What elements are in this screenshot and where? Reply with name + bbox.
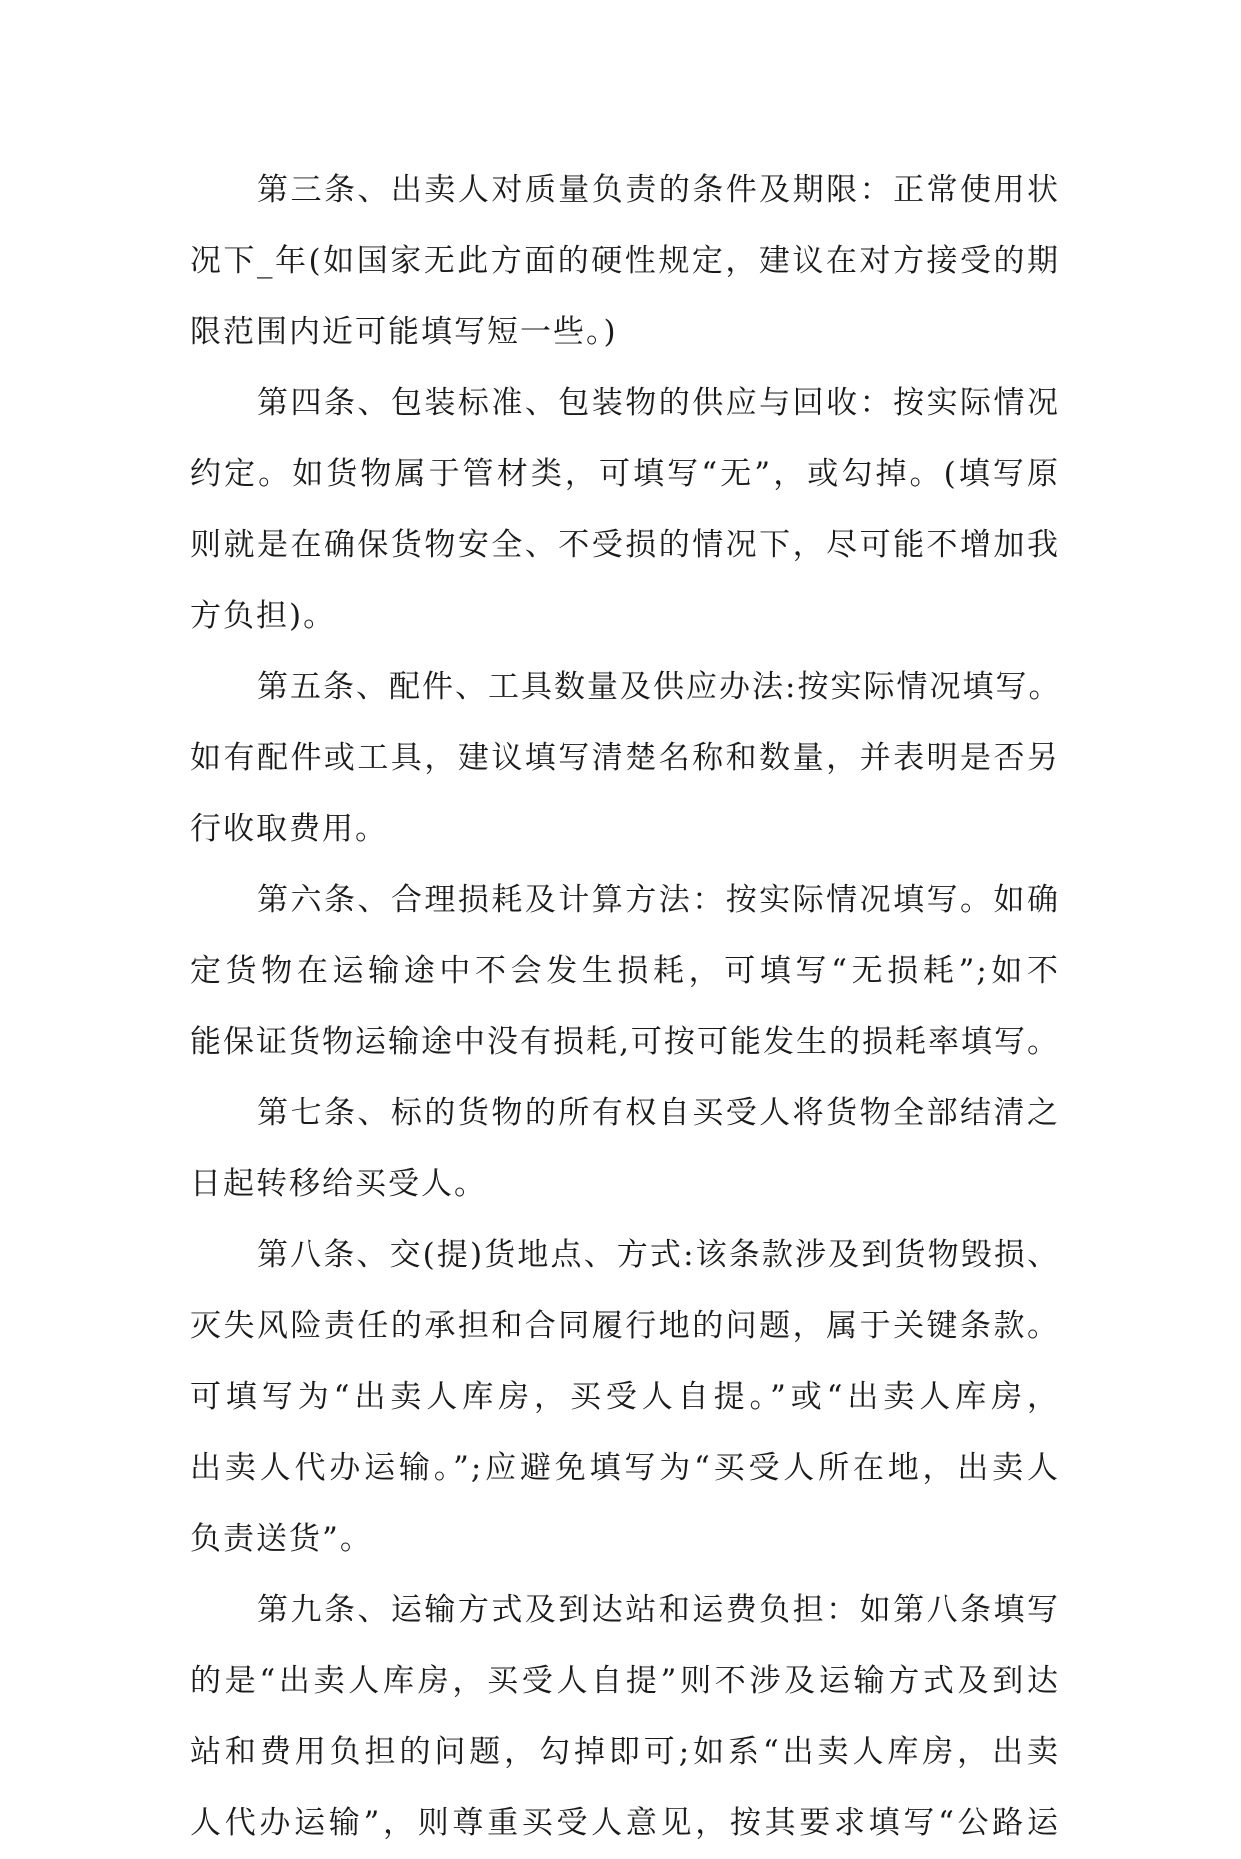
text-line: 如有配件或工具，建议填写清楚名称和数量，并表明是否另 <box>190 740 1060 776</box>
text-line: 限范围内近可能填写短一些。) <box>190 314 618 350</box>
text-line: 行收取费用。 <box>190 811 388 847</box>
text-line: 第三条、出卖人对质量负责的条件及期限：正常使用状 <box>257 172 1060 208</box>
text-line: 况下_年(如国家无此方面的硬性规定，建议在对方接受的期 <box>190 243 1060 279</box>
text-line: 灭失风险责任的承担和合同履行地的问题，属于关键条款。 <box>190 1308 1060 1344</box>
text-line: 站和费用负担的问题，勾掉即可;如系“出卖人库房，出卖 <box>190 1734 1060 1770</box>
text-line: 人代办运输”，则尊重买受人意见，按其要求填写“公路运 <box>190 1805 1060 1841</box>
text-line: 第八条、交(提)货地点、方式:该条款涉及到货物毁损、 <box>257 1237 1060 1273</box>
text-line: 日起转移给买受人。 <box>190 1166 487 1202</box>
text-line: 则就是在确保货物安全、不受损的情况下，尽可能不增加我 <box>190 527 1060 563</box>
text-line: 第四条、包装标准、包装物的供应与回收：按实际情况 <box>257 385 1060 421</box>
text-line: 能保证货物运输途中没有损耗,可按可能发生的损耗率填写。 <box>190 1024 1060 1060</box>
text-line: 第六条、合理损耗及计算方法：按实际情况填写。如确 <box>257 882 1060 918</box>
text-line: 可填写为“出卖人库房，买受人自提。”或“出卖人库房， <box>190 1379 1060 1415</box>
text-line: 方负担)。 <box>190 598 337 634</box>
text-line: 约定。如货物属于管材类，可填写“无”，或勾掉。(填写原 <box>190 456 1060 492</box>
text-line: 的是“出卖人库房，买受人自提”则不涉及运输方式及到达 <box>190 1663 1060 1699</box>
text-line: 定货物在运输途中不会发生损耗，可填写“无损耗”;如不 <box>190 953 1060 989</box>
text-line: 出卖人代办运输。”;应避免填写为“买受人所在地，出卖人 <box>190 1450 1060 1486</box>
text-line: 负责送货”。 <box>190 1521 373 1557</box>
document-body <box>190 155 1060 1859</box>
text-line: 第七条、标的货物的所有权自买受人将货物全部结清之 <box>257 1095 1060 1131</box>
text-line: 第九条、运输方式及到达站和运费负担：如第八条填写 <box>257 1592 1060 1628</box>
text-line: 第五条、配件、工具数量及供应办法:按实际情况填写。 <box>257 669 1062 705</box>
